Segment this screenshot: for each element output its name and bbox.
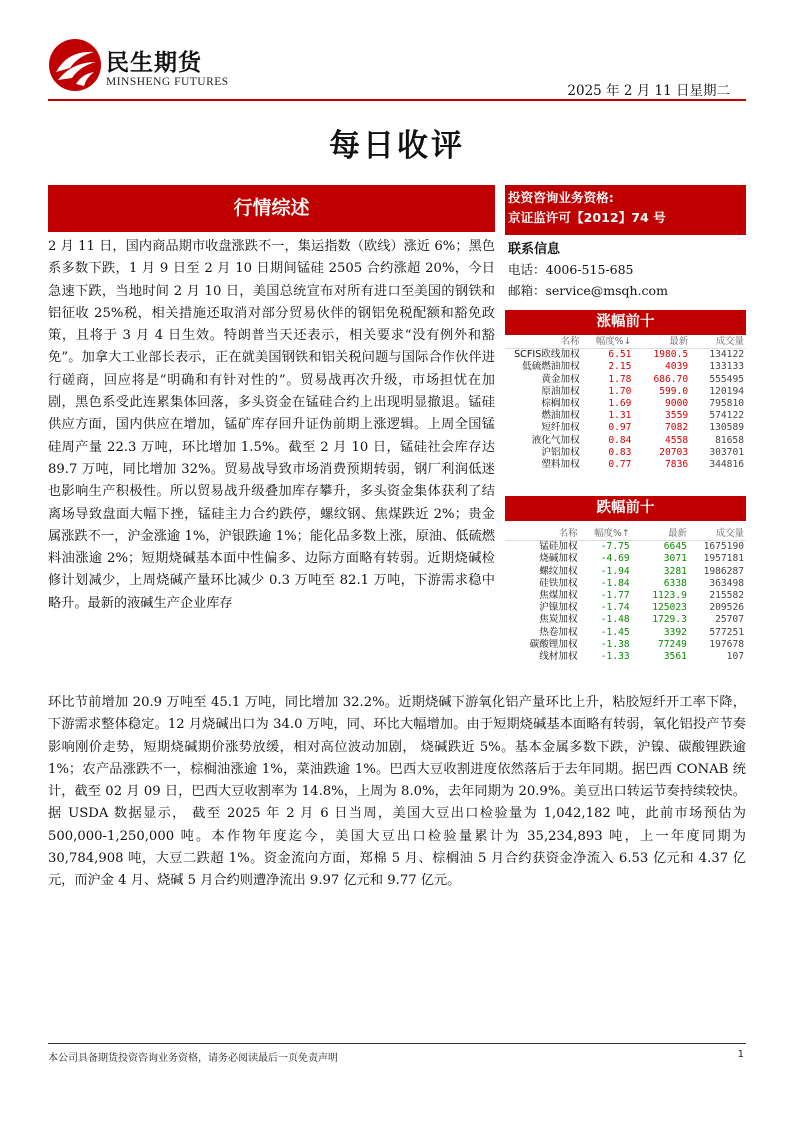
column-header: 成交量 (715, 336, 744, 347)
cell-name: 原油加权 (541, 385, 580, 397)
contact-phone: 电话：4006-515-685 (508, 262, 634, 277)
table-row (505, 349, 746, 362)
cell-name: 锰硅加权 (539, 541, 578, 553)
cell-volume: 120194 (709, 385, 744, 397)
cell-volume: 130589 (709, 422, 744, 434)
cell-last: 6338 (663, 577, 687, 589)
table-row (505, 386, 746, 398)
qualification-line-1: 投资咨询业务资格: (508, 190, 614, 205)
cell-last: 3392 (663, 626, 687, 638)
cell-name: 低硫燃油加权 (522, 361, 580, 373)
table-header-row (505, 336, 746, 349)
cell-name: 热卷加权 (539, 626, 578, 638)
page-title: 每日收评 (329, 128, 465, 164)
cell-volume: 795810 (709, 398, 744, 410)
column-header: 幅度%↑ (594, 528, 630, 539)
market-summary-paragraph-2: 环比节前增加 20.9 万吨至 45.1 万吨，同比增加 32.2%。近期烧碱下游氧化铝产量环比上升，粘胶短纤开工率下降，下游需求整体稳定。12 月烧碱出口为 34.0 万吨，同、环比大幅增加。由于短期烧碱基本面略有转弱，氧化铝投产节奏影响刚价走势，短期烧碱期价涨势放缓，相对高位波动加剧， 烧碱跌近 5%。基本金属多数下跌，沪镍、碳酸锂跌逾 1%；农产品涨跌不一，棕榈油涨逾 1%，菜油跌逾 1%。巴西大豆收割进度依然落后于去年同期。据巴西 CONAB 统计，截至 02 月 09 日，巴西大豆收割率为 14.8%，上周为 8.0%，去年同期为 20.9%。美豆出口转运节奏持续较快。据 USDA 数据显示， 截至 2025 年 2 月 6 日当周，美国大豆出口检验量为 1,042,182 吨，此前市场预估为 500,000-1,250,000 吨。本作物年度迄今，美国大豆出口检验量累计为 35,234,893 吨，上一年度同期为 30,784,908 吨，大豆二跌超 1%。资金流向方面，郑棉 5 月、棕榈油 5 月合约获资金净流入 6.53 亿元和 4.37 亿元，而沪金 4 月、烧碱 5 月合约则遭净流出 9.97 亿元和 9.77 亿元。 (48, 695, 746, 889)
minsheng-logo-icon (48, 38, 102, 92)
table-row (505, 614, 746, 626)
cell-name: 沪镍加权 (539, 602, 578, 614)
cell-volume: 209526 (709, 602, 744, 614)
column-header: 名称 (558, 528, 578, 539)
footer-divider (48, 1043, 746, 1044)
cell-last: 3559 (665, 410, 689, 422)
header-divider (48, 99, 746, 101)
table-row (505, 602, 746, 614)
qualification-line-2: 京证监许可【2012】74 号 (508, 210, 666, 225)
cell-last: 1980.5 (653, 349, 689, 361)
cell-name: 焦炭加权 (539, 614, 578, 626)
cell-volume: 1957181 (703, 553, 744, 565)
cell-last: 9000 (665, 398, 689, 410)
cell-last: 3281 (663, 565, 687, 577)
cell-last: 20703 (659, 446, 689, 458)
column-header: 成交量 (715, 528, 744, 539)
cell-change: -1.48 (600, 614, 630, 626)
column-header: 名称 (560, 336, 580, 347)
cell-name: 碳酸锂加权 (529, 638, 578, 650)
cell-volume: 1986287 (703, 565, 744, 577)
cell-change: 0.83 (608, 446, 632, 458)
table-row (505, 374, 746, 386)
table-row (505, 435, 746, 447)
cell-name: 液化气加权 (531, 434, 580, 446)
cell-change: -1.45 (600, 626, 630, 638)
table-row (505, 422, 746, 434)
table-row (505, 578, 746, 590)
cell-change: 0.77 (608, 459, 632, 471)
table-row (505, 459, 746, 471)
cell-last: 3071 (663, 553, 687, 565)
cell-volume: 577251 (709, 626, 744, 638)
cell-change: 6.51 (608, 349, 632, 361)
cell-last: 4558 (665, 434, 689, 446)
cell-change: 1.78 (608, 373, 632, 385)
cell-last: 686.70 (653, 373, 689, 385)
cell-last: 7082 (665, 422, 689, 434)
cell-name: 焦煤加权 (539, 590, 578, 602)
table-row (505, 361, 746, 373)
cell-change: -1.38 (600, 638, 630, 650)
table-row (505, 651, 746, 663)
cell-last: 125023 (652, 602, 687, 614)
cell-name: 黄金加权 (541, 373, 580, 385)
cell-name: 燃油加权 (541, 410, 580, 422)
qualification-box (505, 185, 746, 235)
cell-change: 0.84 (608, 434, 632, 446)
cell-last: 6645 (663, 541, 687, 553)
cell-volume: 25707 (715, 614, 744, 626)
cell-volume: 363498 (709, 577, 744, 589)
logo-text-cn: 民生期货 (106, 50, 202, 76)
table-row (505, 590, 746, 602)
cell-name: 短纤加权 (541, 422, 580, 434)
cell-volume: 555495 (709, 373, 744, 385)
cell-change: -1.77 (600, 590, 630, 602)
cell-volume: 134122 (709, 349, 744, 361)
cell-volume: 574122 (709, 410, 744, 422)
cell-last: 1123.9 (652, 590, 687, 602)
report-date: 2025 年 2 月 11 日星期二 (567, 83, 730, 99)
cell-last: 599.0 (659, 385, 689, 397)
cell-volume: 1675190 (703, 541, 744, 553)
cell-change: 1.69 (608, 398, 632, 410)
cell-volume: 81658 (715, 434, 744, 446)
table-row (505, 398, 746, 410)
gainers-table (505, 336, 746, 471)
cell-name: 沪铝加权 (541, 446, 580, 458)
table-row (505, 447, 746, 459)
cell-name: 硅铁加权 (539, 577, 578, 589)
cell-volume: 107 (726, 651, 744, 663)
cell-volume: 215582 (709, 590, 744, 602)
table-row (505, 553, 746, 565)
cell-change: 1.70 (608, 385, 632, 397)
contact-email: 邮箱：service@msqh.com (508, 283, 668, 298)
column-header: 幅度%↓ (595, 336, 632, 347)
cell-name: 螺纹加权 (539, 565, 578, 577)
cell-volume: 133133 (709, 361, 744, 373)
table-header-row (505, 528, 746, 541)
cell-change: -1.74 (600, 602, 630, 614)
gainers-title: 涨幅前十 (505, 310, 746, 335)
cell-change: 2.15 (608, 361, 632, 373)
cell-name: SCFIS欧线加权 (514, 349, 580, 361)
footer-disclaimer: 本公司具备期货投资咨询业务资格，请务必阅读最后一页免责声明 (48, 1053, 338, 1064)
logo (48, 38, 238, 94)
cell-last: 77249 (657, 638, 687, 650)
cell-change: -1.33 (600, 651, 630, 663)
cell-name: 棕榈加权 (541, 398, 580, 410)
cell-volume: 344816 (709, 459, 744, 471)
logo-text-en: MINSHENG FUTURES (106, 76, 229, 88)
losers-title: 跌幅前十 (505, 496, 746, 521)
cell-last: 7836 (665, 459, 689, 471)
page-number: 1 (737, 1049, 744, 1060)
cell-change: 0.97 (608, 422, 632, 434)
cell-last: 1729.3 (652, 614, 687, 626)
cell-change: -1.94 (600, 565, 630, 577)
table-row (505, 541, 746, 554)
table-row (505, 410, 746, 422)
table-row (505, 627, 746, 639)
table-row (505, 566, 746, 578)
market-summary-paragraph-1: 2 月 11 日，国内商品期市收盘涨跌不一，集运指数（欧线）涨近 6%；黑色系多数下跌，1 月 9 日至 2 月 10 日期间锰硅 2505 合约涨超 20%，今日急速下跌，当地时间 2 月 10 日，美国总统宣布对所有进口至美国的钢铁和铝征收 25%税，相关措施还取消对部分贸易伙伴的钢铝免税配额和豁免政策，且将于 3 月 4 日生效。特朗普当天还表示，相关要求“没有例外和豁免”。加拿大工业部长表示，正在就美国钢铁和铝关税问题与国际合作伙伴进行磋商，回应将是“明确和有针对性的”。贸易战再次升级，市场担忧在加剧，黑色系受此连累集体回落，多头资金在锰硅合约上出现明显撤退。锰硅供应方面，国内供应在增加，锰矿库存回升证伪前期上涨逻辑。上周全国锰硅周产量 22.3 万吨，环比增加 1.5%。截至 2 月 10 日，锰硅社会库存达 89.7 万吨，同比增加 32%。贸易战导致市场消费预期转弱，钢厂利润低迷也影响生产积极性。所以贸易战升级叠加库存攀升，多头资金集体获利了结离场导致盘面大幅下挫，锰硅主力合约跌停，螺纹钢、焦煤跌近 2%；贵金属涨跌不一，沪金涨逾 1%，沪银跌逾 1%；能化品多数上涨，原油、低硫燃料油涨逾 2%；短期烧碱基本面中性偏多、边际方面略有转弱。近期烧碱检修计划减少，上周烧碱产量环比减少 0.3 万吨至 82.1 万吨，下游需求稳中略升。最新的液碱生产企业库存 (48, 239, 495, 611)
table-row (505, 639, 746, 651)
column-header: 最新 (669, 336, 689, 347)
cell-volume: 303701 (709, 446, 744, 458)
cell-name: 线材加权 (539, 651, 578, 663)
column-header: 最新 (668, 528, 687, 539)
cell-last: 4039 (665, 361, 689, 373)
cell-name: 塑料加权 (541, 459, 580, 471)
cell-volume: 197678 (709, 638, 744, 650)
cell-last: 3561 (663, 651, 687, 663)
cell-name: 烧碱加权 (539, 553, 578, 565)
cell-change: 1.31 (608, 410, 632, 422)
contact-title: 联系信息 (508, 242, 561, 257)
section-title: 行情综述 (48, 185, 495, 232)
cell-change: -1.84 (600, 577, 630, 589)
losers-table (505, 528, 746, 663)
cell-change: -4.69 (600, 553, 630, 565)
cell-change: -7.75 (600, 541, 630, 553)
